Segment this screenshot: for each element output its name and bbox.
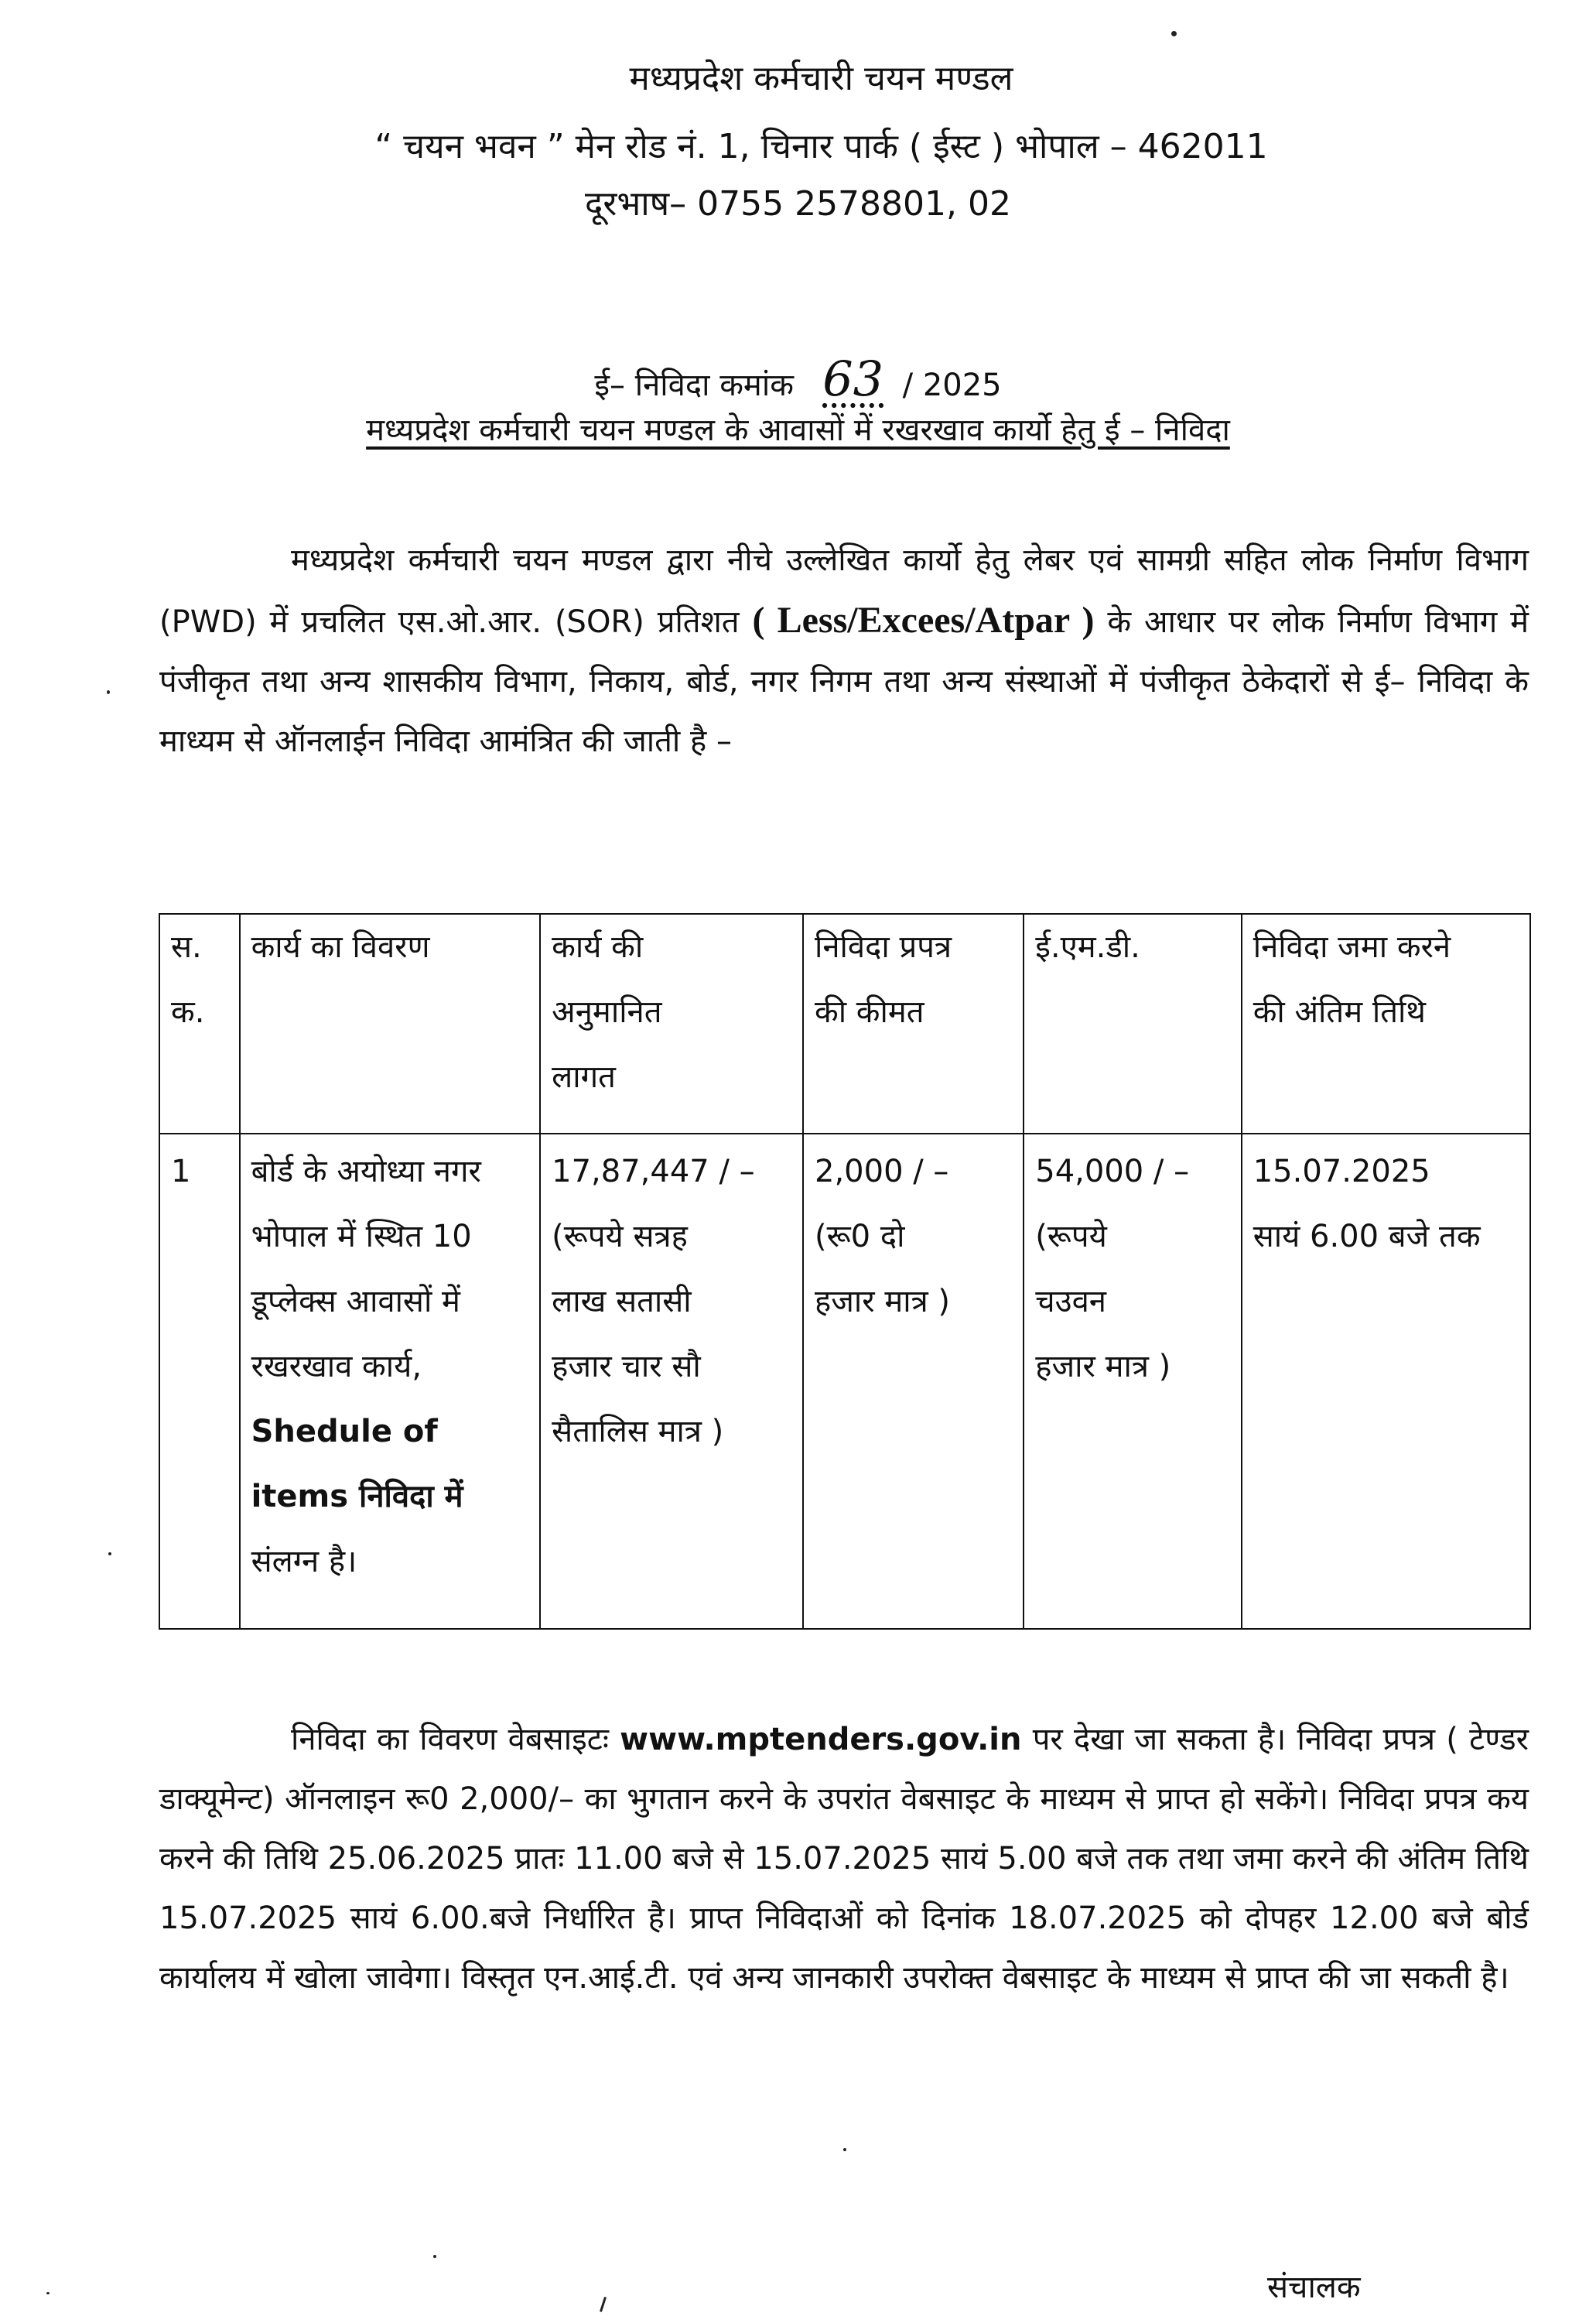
intro-text-2: के आधार पर लोक निर्माण विभाग में पंजीकृत तथा अन्य शासकीय विभाग, निकाय, बोर्ड, नगर निगम तथा अन्य संस्थाओं में पंजीकृत ठेकेदारों से ई– निविदा के माध्यम से ऑनलाईन निविदा आमंत्रित की जाती है – bbox=[159, 604, 1529, 759]
cell-work-description: बोर्ड के अयोध्या नगर भोपाल में स्थित 10 डूप्लेक्स आवासों में रखरखाव कार्य, Shedule of items निविदा में संलग्न है। bbox=[240, 1134, 541, 1629]
organization-name: मध्यप्रदेश कर्मचारी चयन मण्डल bbox=[629, 59, 1013, 98]
tender-year: / 2025 bbox=[902, 368, 1002, 403]
details-paragraph bbox=[159, 1710, 1529, 2008]
website-link[interactable]: www.mptenders.gov.in bbox=[620, 1722, 1022, 1757]
tender-number-label: ई– निविदा कमांक bbox=[594, 368, 794, 403]
cell-serial-no: 1 bbox=[159, 1134, 240, 1629]
work-details-table bbox=[159, 913, 1531, 1630]
rate-terms: ( Less/Excees/Atpar ) bbox=[752, 600, 1095, 641]
scan-speck bbox=[600, 2297, 607, 2312]
scan-speck bbox=[46, 2292, 50, 2294]
scan-speck bbox=[1171, 31, 1177, 36]
intro-text-1: मध्यप्रदेश कर्मचारी चयन मण्डल द्वारा नीचे उल्लेखित कार्यो हेतु लेबर एवं सामग्री सहित लोक निर्माण विभाग (PWD) में प्रचलित एस.ओ.आर. (SOR) प्रतिशत bbox=[159, 542, 1529, 640]
table-row bbox=[159, 1134, 1530, 1629]
header-last-date: निविदा जमा करने की अंतिम तिथि bbox=[1242, 914, 1530, 1134]
scan-speck bbox=[107, 690, 110, 694]
details-text-1: निविदा का विवरण वेबसाइटः bbox=[291, 1722, 620, 1757]
tender-number: 63 bbox=[822, 351, 884, 407]
scan-speck bbox=[108, 1552, 111, 1555]
organization-address: “ चयन भवन ” मेन रोड नं. 1, चिनार पार्क ( ईस्ट ) भोपाल – 462011 bbox=[374, 127, 1268, 166]
tender-subject: मध्यप्रदेश कर्मचारी चयन मण्डल के आवासों में रखरखाव कार्यो हेतु ई – निविदा bbox=[366, 412, 1230, 448]
tender-number-line bbox=[0, 351, 1596, 407]
cell-emd: 54,000 / – (रूपये चउवन हजार मात्र ) bbox=[1024, 1134, 1241, 1629]
cell-last-date: 15.07.2025 सायं 6.00 बजे तक bbox=[1242, 1134, 1530, 1629]
cell-estimated-cost: 17,87,447 / – (रूपये सत्रह लाख सतासी हजार चार सौ सैतालिस मात्र ) bbox=[540, 1134, 803, 1629]
header-serial-no: स. क. bbox=[159, 914, 240, 1134]
header-emd: ई.एम.डी. bbox=[1024, 914, 1241, 1134]
scan-speck bbox=[433, 2255, 436, 2258]
details-text-2: पर देखा जा सकता है। निविदा प्रपत्र ( टेण्डर डाक्यूमेन्ट) ऑनलाइन रू0 2,000/– का भुगतान करने के उपरांत वेबसाइट के माध्यम से प्राप्त हो सकेंगे। निविदा प्रपत्र कय करने की तिथि 25.06.2025 प्रातः 11.00 बजे से 15.07.2025 सायं 5.00 बजे तक तथा जमा करने की अंतिम तिथि 15.07.2025 सायं 6.00.बजे निर्धारित है। प्राप्त निविदाओं को दिनांक 18.07.2025 को दोपहर 12.00 बजे बोर्ड कार्यालय में खोला जावेगा। विस्तृत एन.आई.टी. एवं अन्य जानकारी उपरोक्त वेबसाइट के माध्यम से प्राप्त की जा सकती है। bbox=[159, 1722, 1529, 1996]
scan-speck bbox=[843, 2148, 846, 2151]
header-form-price: निविदा प्रपत्र की कीमत bbox=[803, 914, 1024, 1134]
cell-form-price: 2,000 / – (रू0 दो हजार मात्र ) bbox=[803, 1134, 1024, 1629]
table-header-row bbox=[159, 914, 1530, 1134]
header-work-description: कार्य का विवरण bbox=[240, 914, 541, 1134]
organization-phone: दूरभाष– 0755 2578801, 02 bbox=[585, 184, 1011, 224]
header-estimated-cost: कार्य की अनुमानित लागत bbox=[540, 914, 803, 1134]
signatory-designation: संचालक bbox=[1267, 2270, 1361, 2305]
intro-paragraph bbox=[159, 531, 1529, 771]
